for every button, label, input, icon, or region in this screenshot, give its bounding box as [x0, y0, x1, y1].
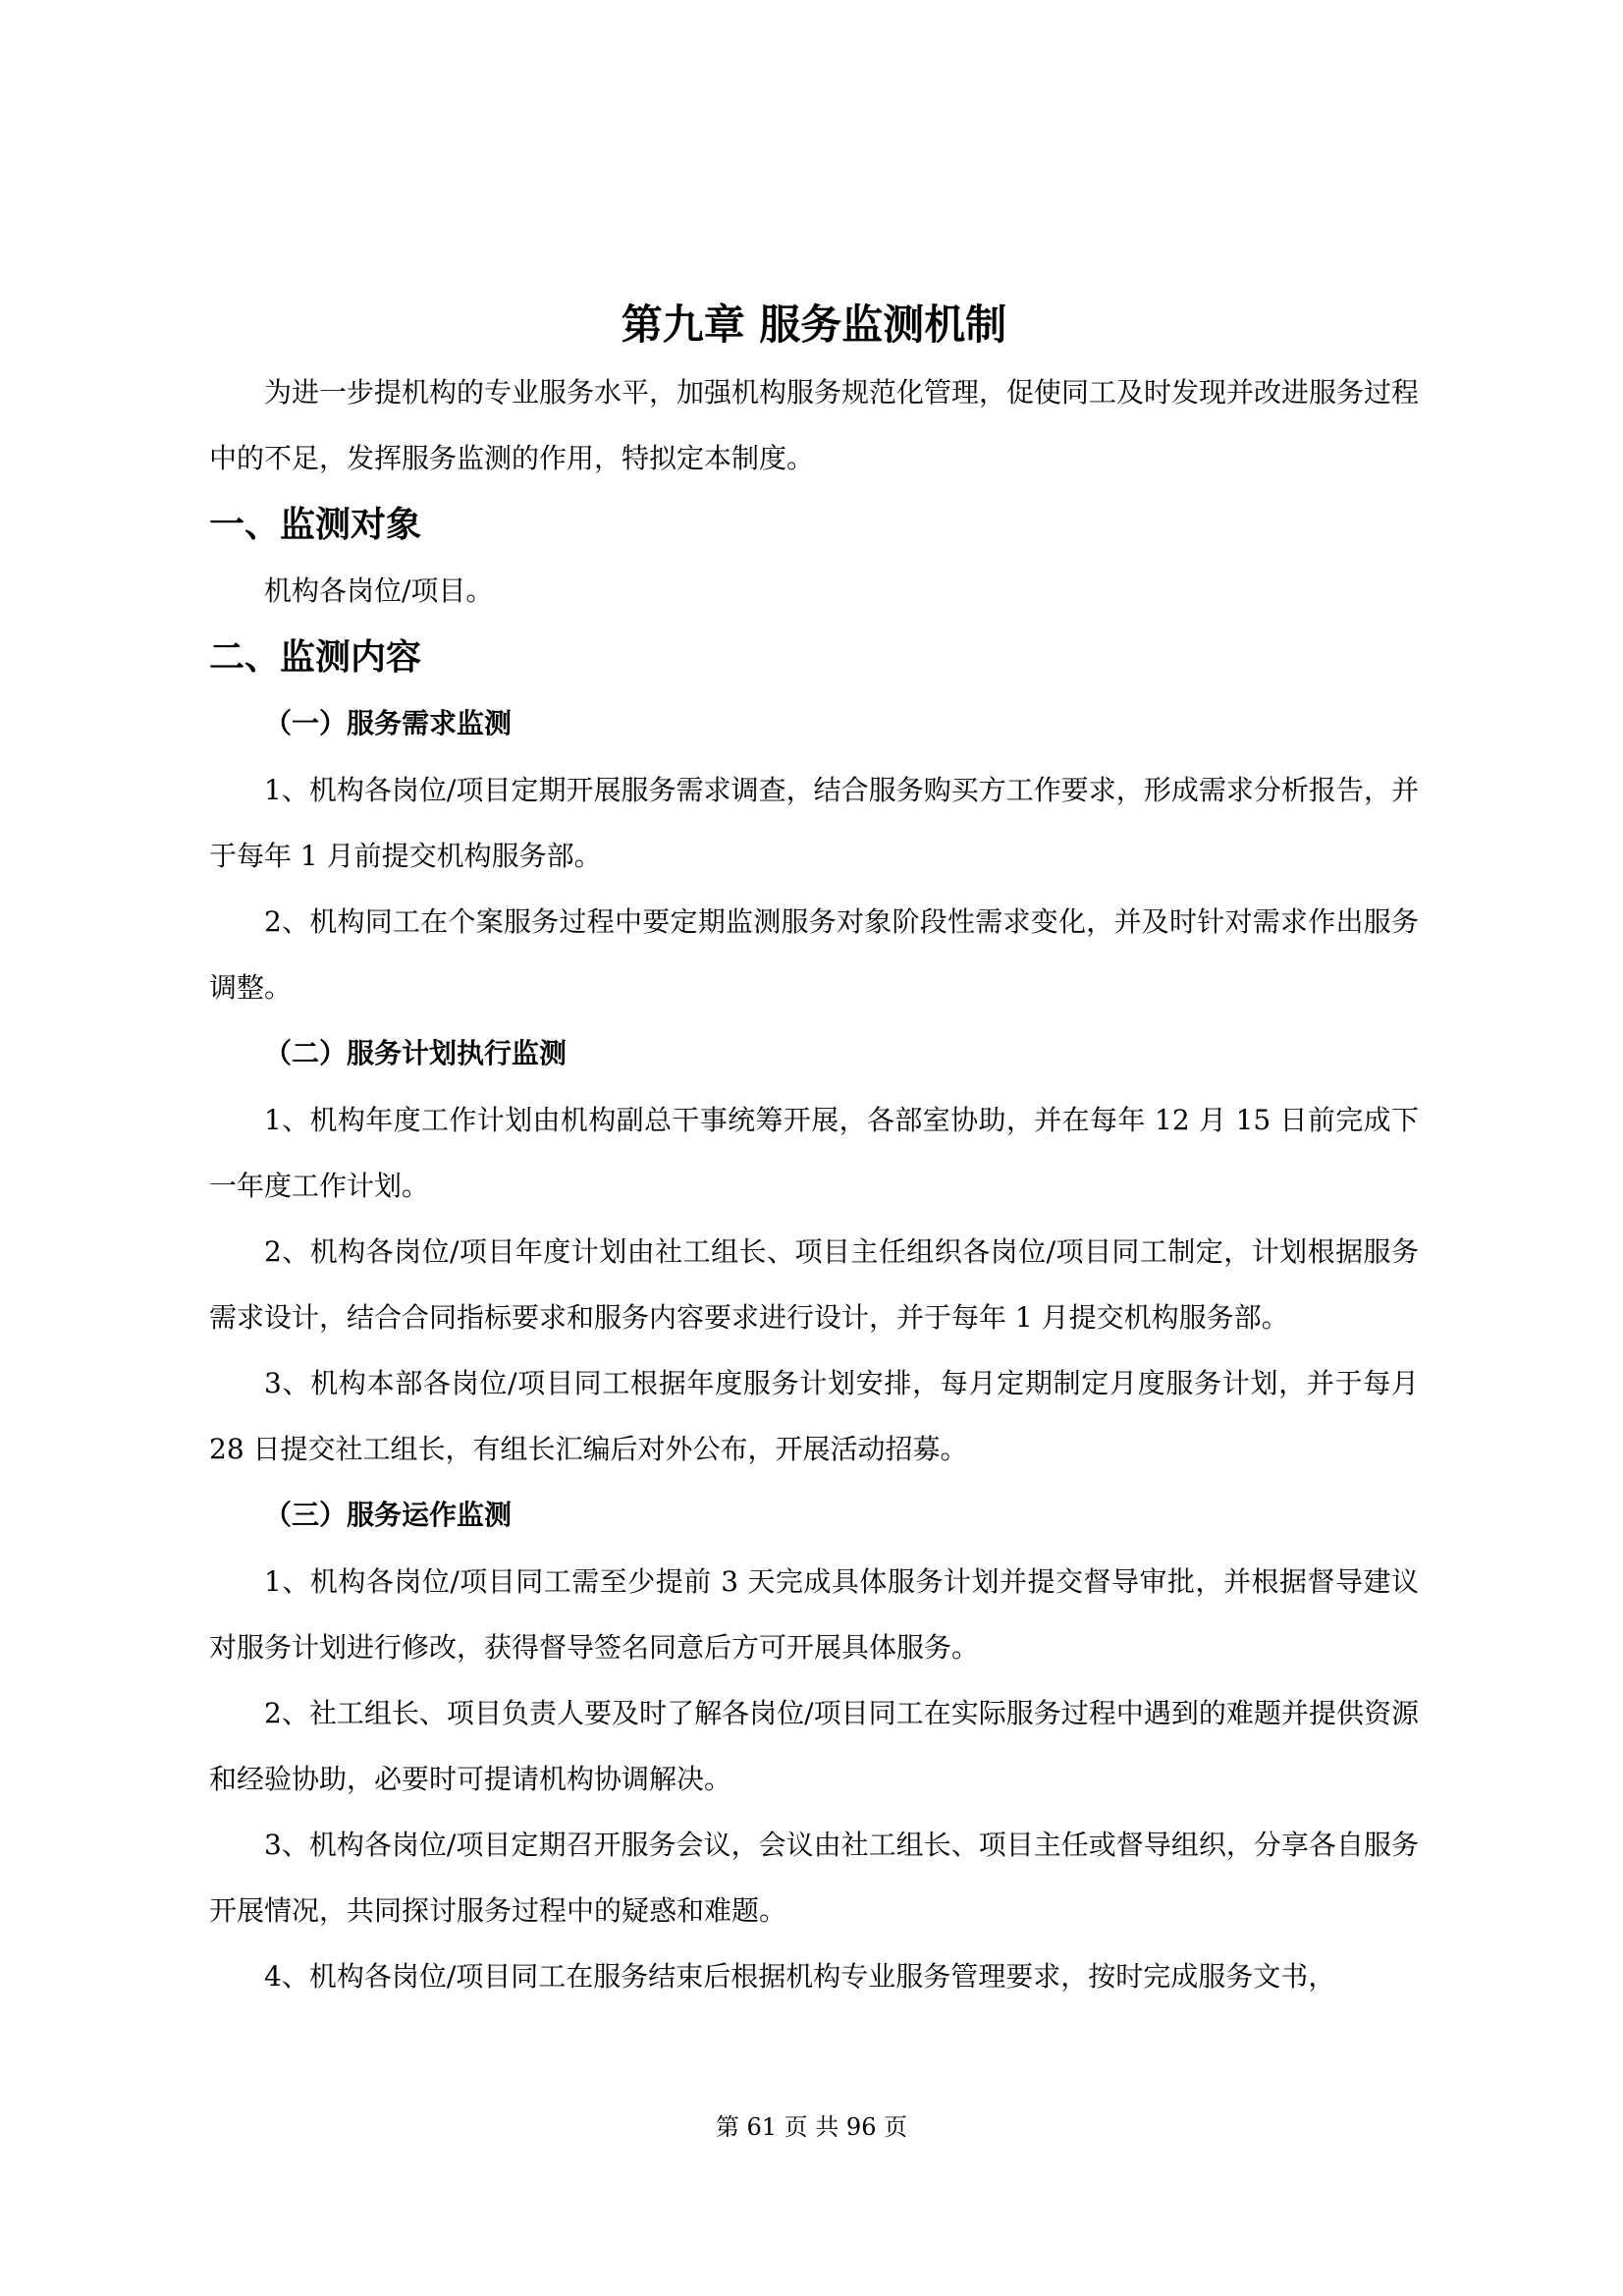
list-item: 2、社工组长、项目负责人要及时了解各岗位/项目同工在实际服务过程中遇到的难题并提供资源和经验协助，必要时可提请机构协调解决。	[209, 1697, 1419, 1795]
subsection-heading-plan-execution: （二）服务计划执行监测	[264, 1037, 568, 1069]
list-item: 3、机构本部各岗位/项目同工根据年度服务计划安排，每月定期制定月度服务计划，并于每月 28 日提交社工组长，有组长汇编后对外公布，开展活动招募。	[209, 1367, 1419, 1465]
list-item: 2、机构同工在个案服务过程中要定期监测服务对象阶段性需求变化，并及时针对需求作出服务调整。	[209, 905, 1419, 1004]
list-item: 1、机构各岗位/项目定期开展服务需求调查，结合服务购买方工作要求，形成需求分析报告，并于每年 1 月前提交机构服务部。	[209, 774, 1419, 872]
list-item: 1、机构各岗位/项目同工需至少提前 3 天完成具体服务计划并提交督导审批，并根据督导建议对服务计划进行修改，获得督导签名同意后方可开展具体服务。	[209, 1565, 1419, 1664]
section-text-monitoring-objects: 机构各岗位/项目。	[264, 574, 494, 607]
intro-paragraph: 为进一步提机构的专业服务水平，加强机构服务规范化管理，促使同工及时发现并改进服务过程中的不足，发挥服务监测的作用，特拟定本制度。	[209, 376, 1420, 474]
page-number-footer: 第 61 页 共 96 页	[715, 2113, 908, 2141]
document-body	[209, 291, 1419, 2009]
list-item: 4、机构各岗位/项目同工在服务结束后根据机构专业服务管理要求，按时完成服务文书，	[264, 1960, 1336, 1993]
chapter-title: 第九章 服务监测机制	[621, 301, 1007, 349]
subsection-heading-needs: （一）服务需求监测	[264, 707, 513, 739]
list-item: 1、机构年度工作计划由机构副总干事统筹开展，各部室协助，并在每年 12 月 15 日前完成下一年度工作计划。	[209, 1104, 1419, 1202]
section-heading-monitoring-objects: 一、监测对象	[209, 505, 422, 545]
section-heading-monitoring-content: 二、监测内容	[209, 637, 422, 678]
list-item: 3、机构各岗位/项目定期召开服务会议，会议由社工组长、项目主任或督导组织，分享各自服务开展情况，共同探讨服务过程中的疑惑和难题。	[209, 1829, 1419, 1927]
list-item: 2、机构各岗位/项目年度计划由社工组长、项目主任组织各岗位/项目同工制定，计划根据服务需求设计，结合合同指标要求和服务内容要求进行设计，并于每年 1 月提交机构服务部。	[209, 1235, 1419, 1334]
subsection-heading-operations: （三）服务运作监测	[264, 1499, 513, 1531]
